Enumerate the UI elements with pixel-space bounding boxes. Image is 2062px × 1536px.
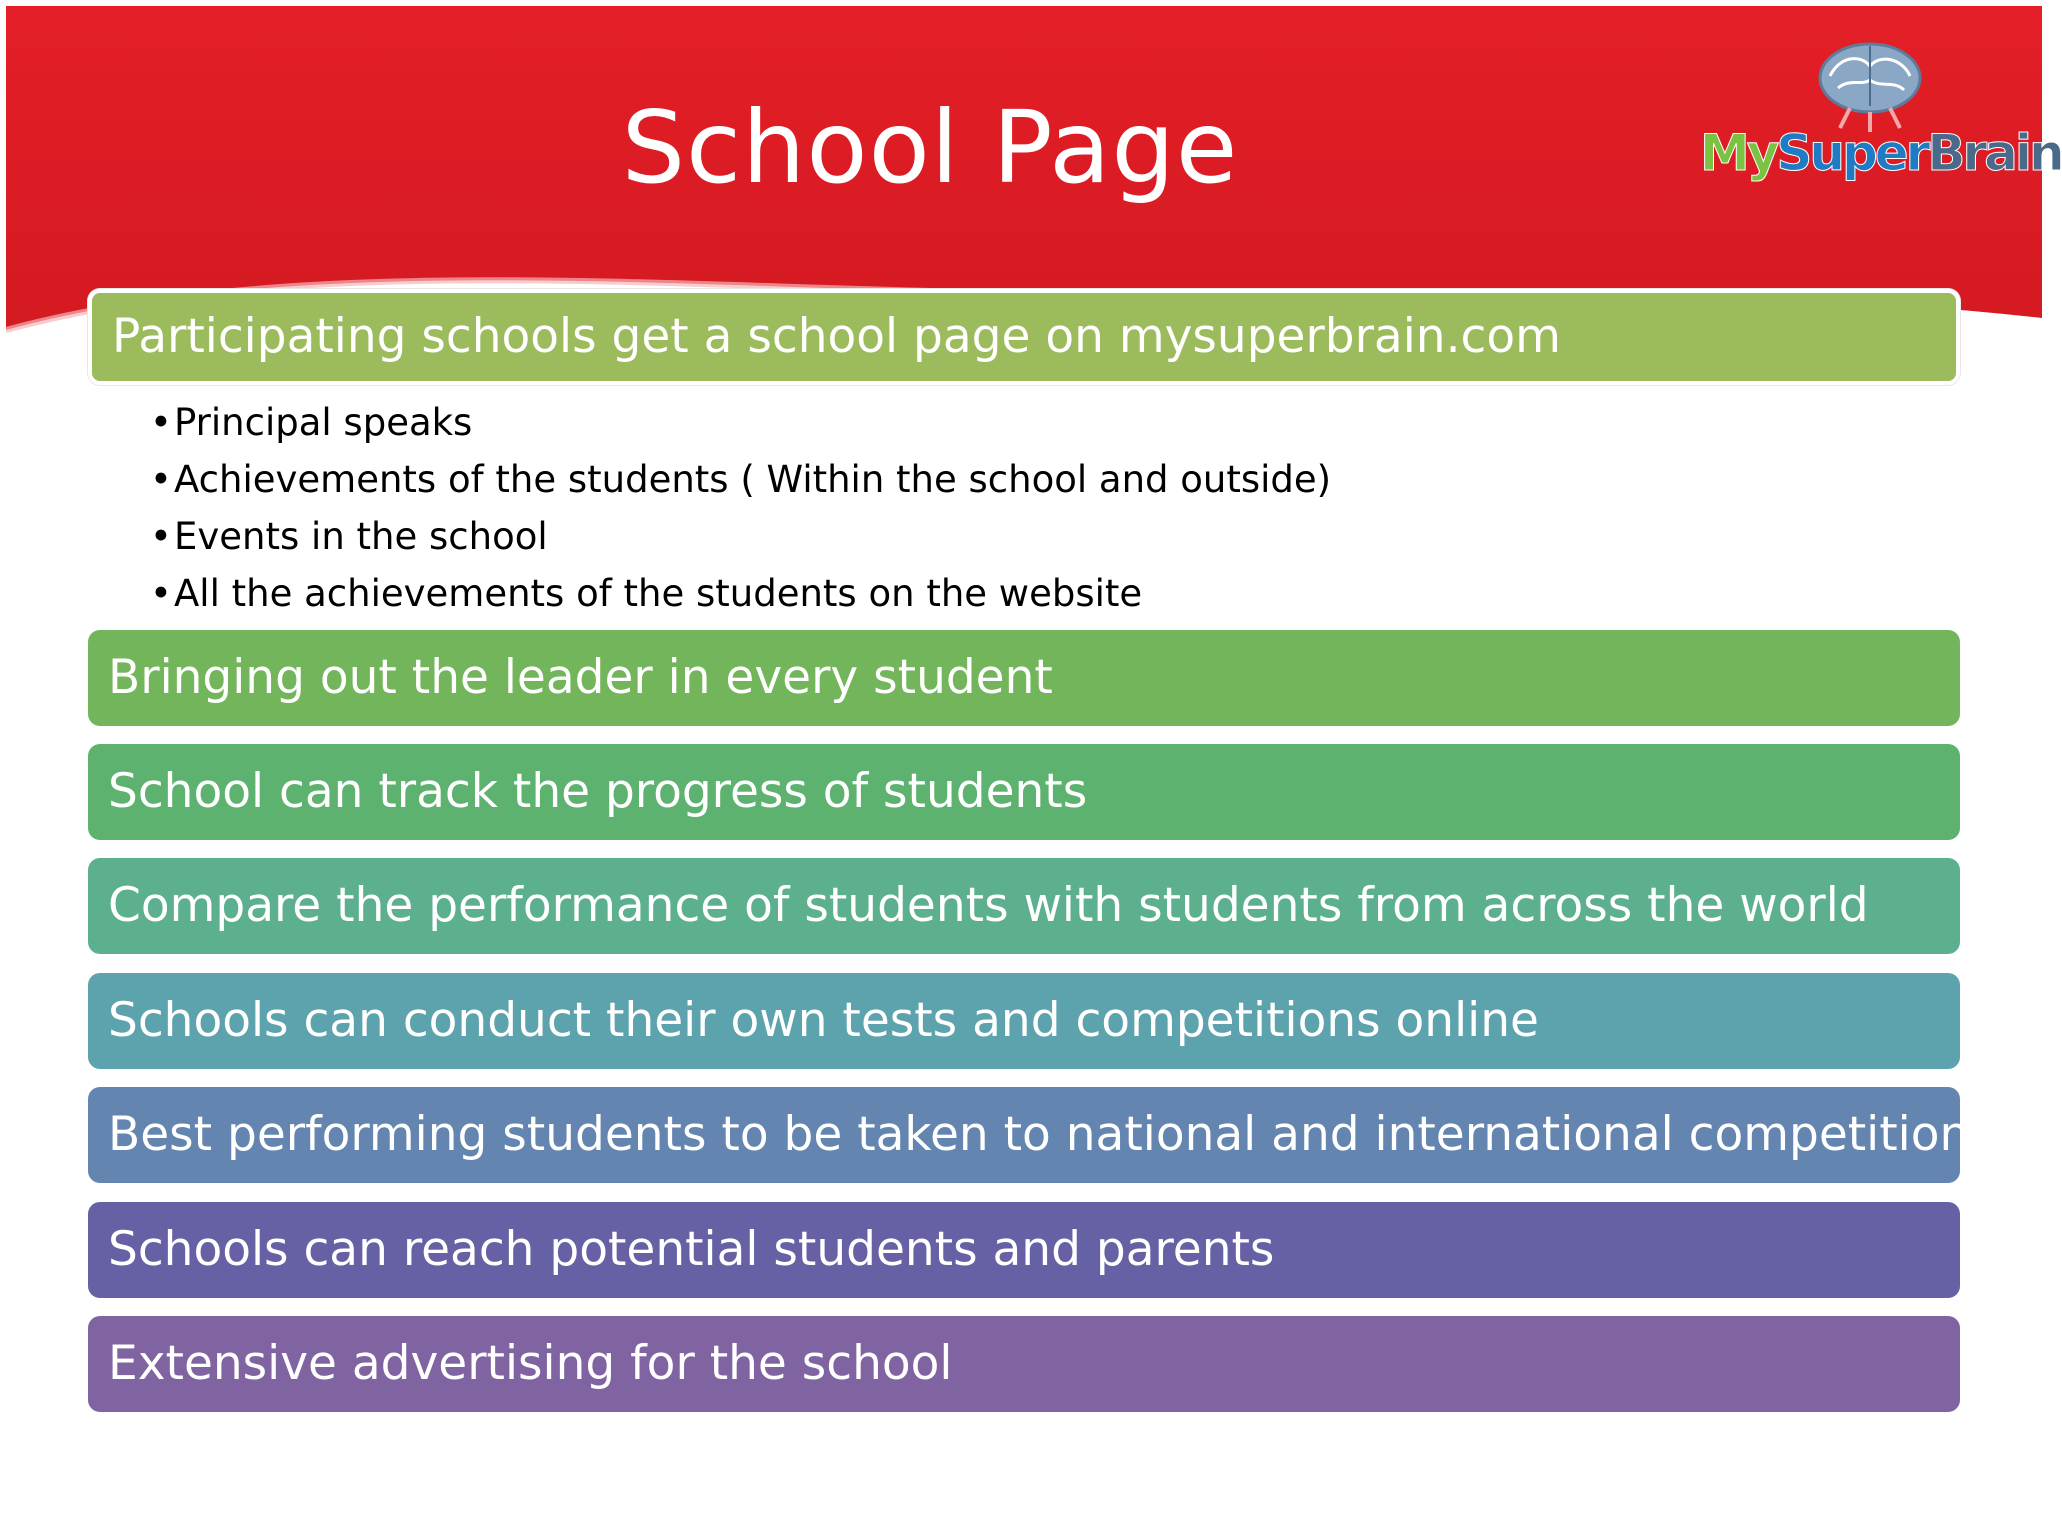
bar-conduct-tests: Schools can conduct their own tests and competitions online [88, 973, 1960, 1069]
slide-title: School Page [621, 89, 1239, 206]
bullet-item [150, 508, 1331, 565]
logo-super: Super [1776, 124, 1928, 182]
bar-leader: Bringing out the leader in every student [88, 630, 1960, 726]
bullet-dot-icon: • [150, 458, 172, 501]
logo-my: My [1700, 124, 1777, 182]
bullet-item [150, 565, 1331, 622]
logo-brain: Brain [1927, 124, 2062, 182]
bullet-dot-icon: • [150, 515, 172, 558]
bar-reach-students: Schools can reach potential students and parents [88, 1202, 1960, 1298]
intro-bar: Participating schools get a school page on mysuperbrain.com [88, 289, 1960, 385]
bullet-text: All the achievements of the students on the website [174, 572, 1143, 615]
bar-best-performing: Best performing students to be taken to national and international competitions [88, 1087, 1960, 1183]
bar-track-progress: School can track the progress of students [88, 744, 1960, 840]
mysuperbrain-logo [1700, 36, 2062, 196]
bullet-list [150, 394, 1331, 622]
bar-compare-performance: Compare the performance of students with students from across the world [88, 858, 1960, 954]
bullet-dot-icon: • [150, 572, 172, 615]
bullet-item [150, 451, 1331, 508]
bullet-text: Events in the school [174, 515, 548, 558]
bullet-dot-icon: • [150, 401, 172, 444]
brain-icon [1810, 36, 1930, 136]
logo-wordmark [1700, 124, 2062, 182]
bullet-text: Achievements of the students ( Within the school and outside) [174, 458, 1332, 501]
bar-advertising: Extensive advertising for the school [88, 1316, 1960, 1412]
bullet-item [150, 394, 1331, 451]
bullet-text: Principal speaks [174, 401, 473, 444]
